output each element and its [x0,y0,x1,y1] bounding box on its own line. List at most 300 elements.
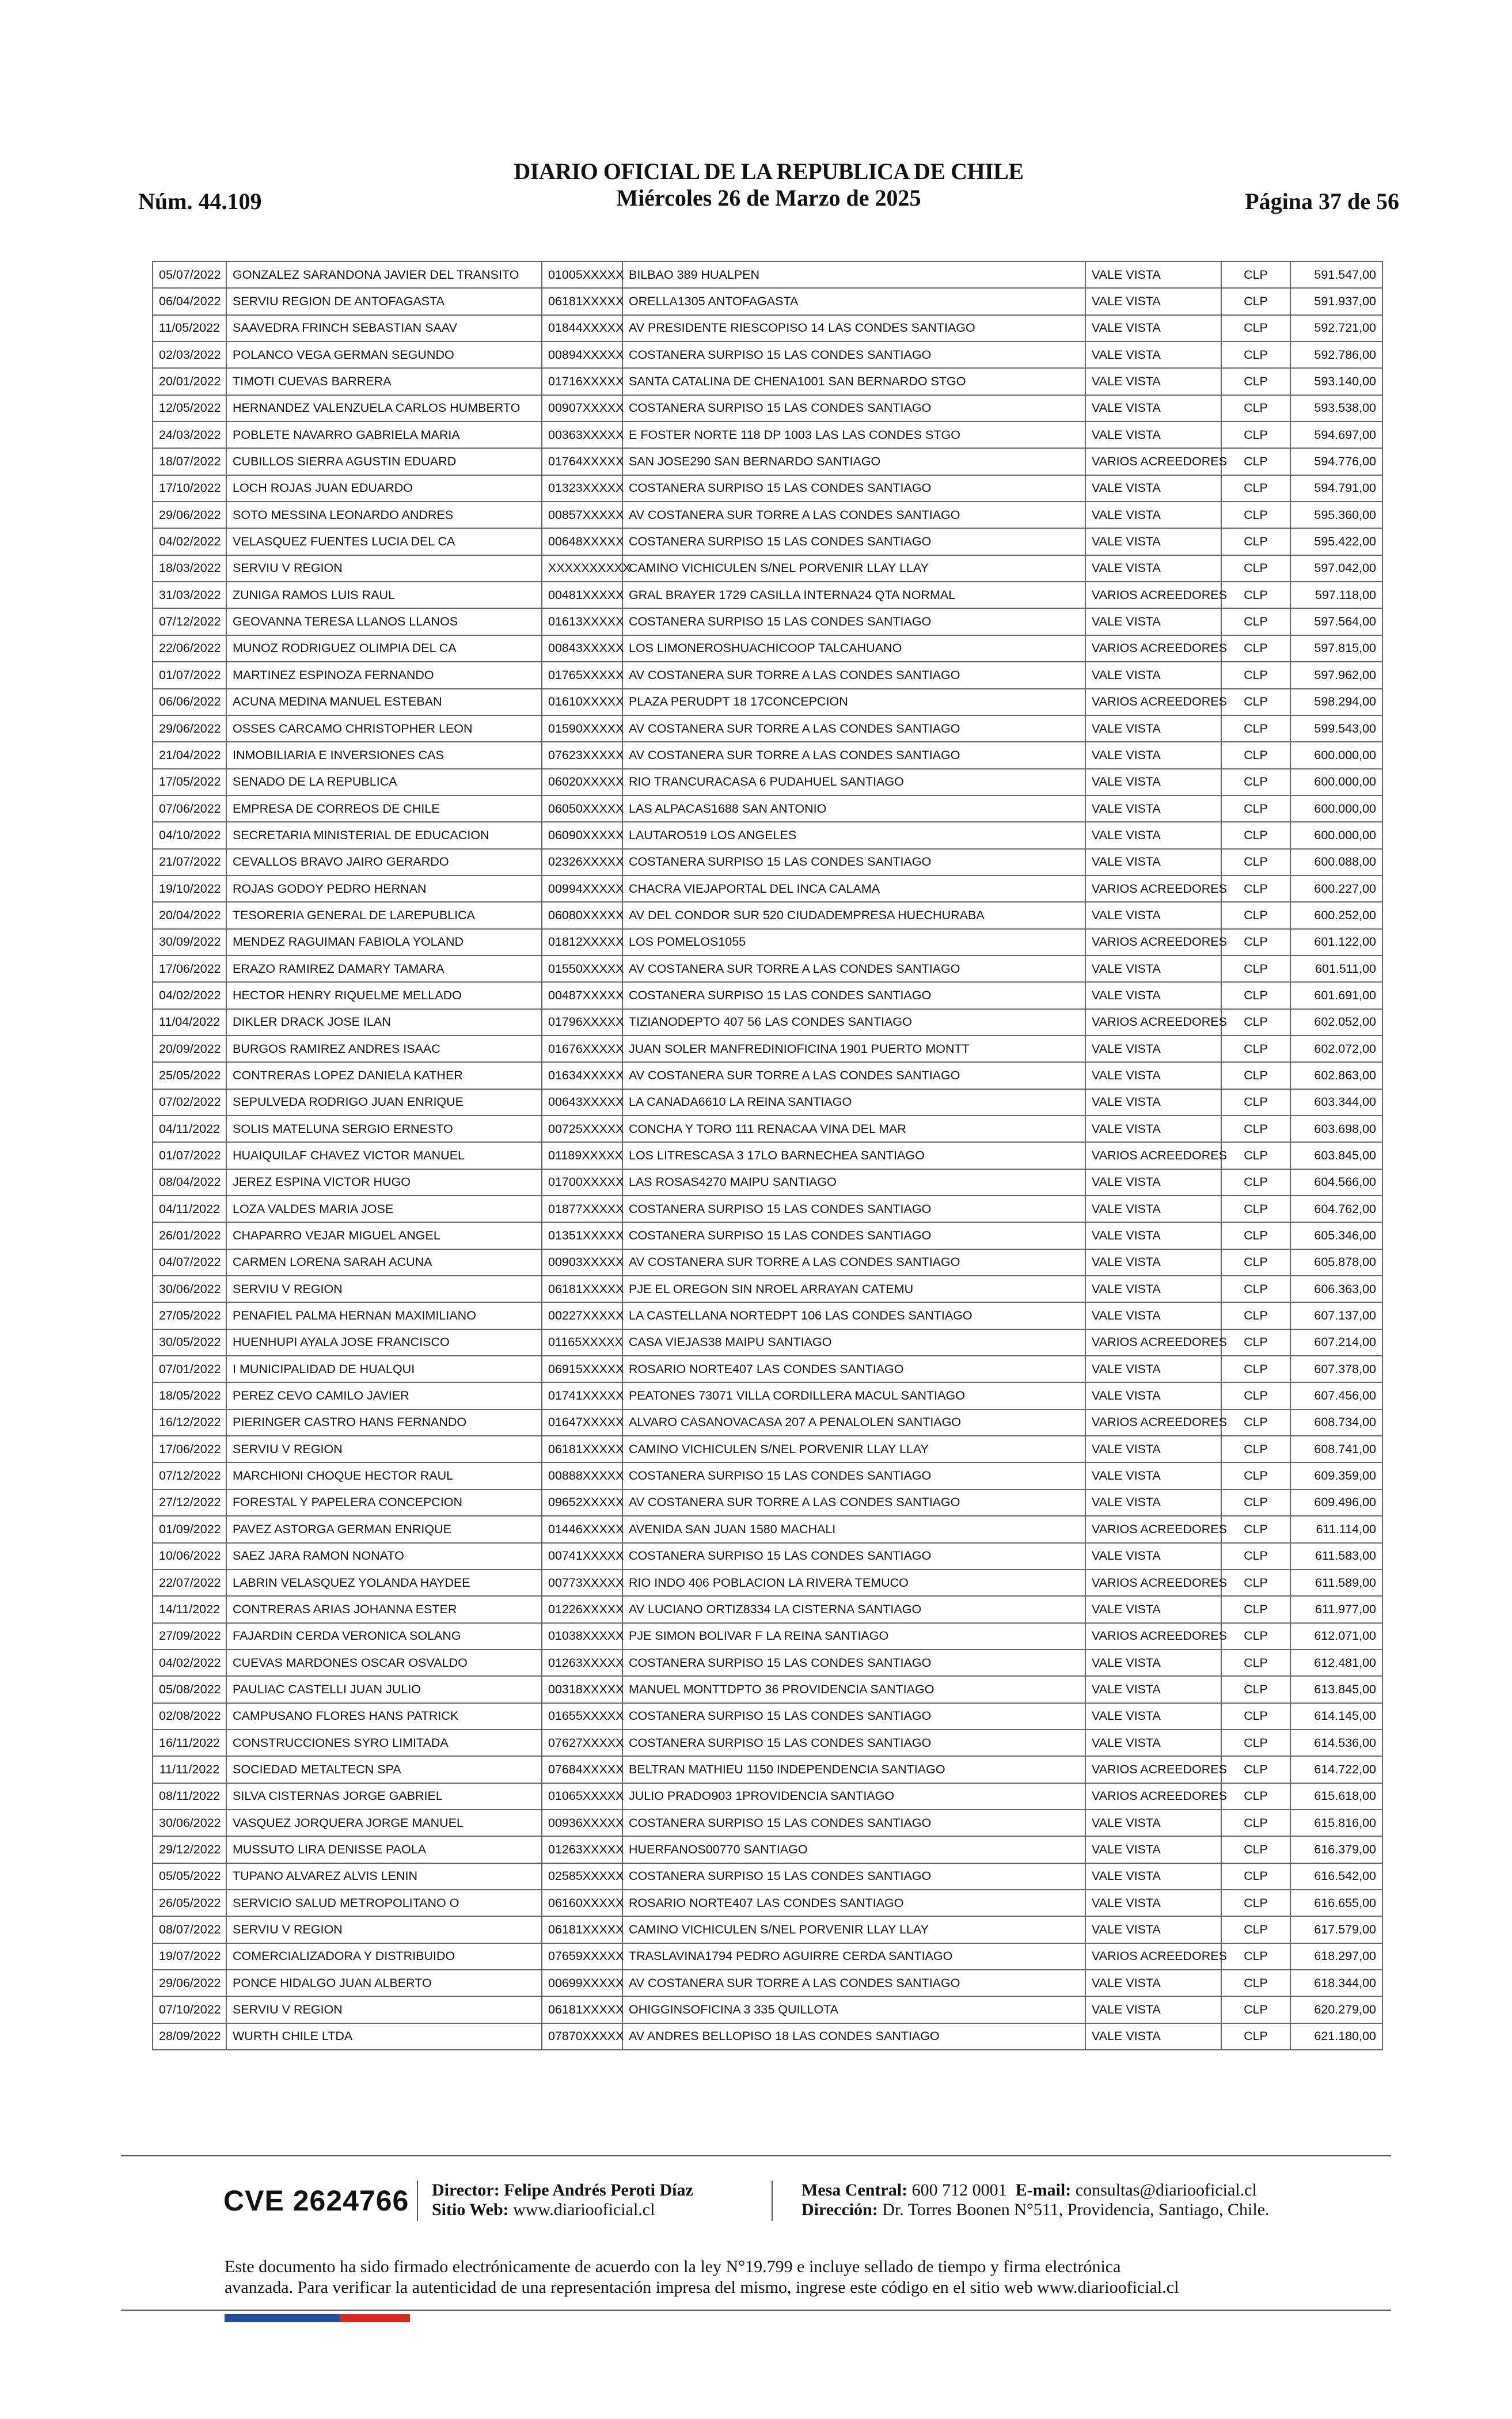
payment-type-cell: VALE VISTA [1085,769,1221,795]
rut-cell: 00888XXXXX [542,1462,622,1489]
table-row [153,1249,1382,1276]
rut-cell: 01038XXXXX [542,1623,622,1650]
currency-cell: CLP [1221,315,1290,342]
address-cell: AV COSTANERA SUR TORRE A LAS CONDES SANTIAGO [622,1249,1085,1276]
beneficiary-name-cell: CARMEN LORENA SARAH ACUNA [226,1249,542,1276]
table-row [153,1996,1382,2023]
payment-date-cell: 16/12/2022 [153,1409,226,1436]
amount-cell: 603.344,00 [1290,1089,1382,1116]
amount-cell: 592.786,00 [1290,342,1382,368]
rut-cell: 01065XXXXX [542,1783,622,1810]
amount-cell: 618.344,00 [1290,1970,1382,1996]
payment-type-cell: VARIOS ACREEDORES [1085,582,1221,608]
payment-date-cell: 08/07/2022 [153,1916,226,1943]
rut-cell: 01877XXXXX [542,1196,622,1222]
payment-type-cell: VALE VISTA [1085,1462,1221,1489]
table-row [153,1703,1382,1730]
payment-date-cell: 28/09/2022 [153,2023,226,2050]
address-cell: PLAZA PERUDPT 18 17CONCEPCION [622,689,1085,715]
rut-cell: 01189XXXXX [542,1142,622,1169]
payment-date-cell: 07/01/2022 [153,1356,226,1382]
address-cell: AV COSTANERA SUR TORRE A LAS CONDES SANTIAGO [622,1970,1085,1996]
payment-date-cell: 25/05/2022 [153,1062,226,1089]
rut-cell: 06050XXXXX [542,795,622,822]
address-cell: PJE SIMON BOLIVAR F LA REINA SANTIAGO [622,1623,1085,1650]
table-row [153,1569,1382,1596]
table-row [153,1596,1382,1622]
beneficiary-name-cell: SERVIU V REGION [226,1996,542,2023]
table-row [153,1462,1382,1489]
rut-cell: 06181XXXXX [542,1916,622,1943]
currency-cell: CLP [1221,1543,1290,1569]
payment-date-cell: 01/07/2022 [153,662,226,688]
address-cell: ROSARIO NORTE407 LAS CONDES SANTIAGO [622,1356,1085,1382]
table-row [153,1970,1382,1996]
amount-cell: 601.691,00 [1290,982,1382,1008]
beneficiary-name-cell: I MUNICIPALIDAD DE HUALQUI [226,1356,542,1382]
rut-cell: 07623XXXXX [542,742,622,768]
amount-cell: 604.762,00 [1290,1196,1382,1222]
address-cell: COSTANERA SURPISO 15 LAS CONDES SANTIAGO [622,1543,1085,1569]
rut-cell: 01610XXXXX [542,689,622,715]
beneficiary-name-cell: TESORERIA GENERAL DE LAREPUBLICA [226,902,542,928]
rut-cell: 00487XXXXX [542,982,622,1008]
table-row [153,1650,1382,1676]
table-row [153,582,1382,608]
currency-cell: CLP [1221,982,1290,1008]
address-cell: COSTANERA SURPISO 15 LAS CONDES SANTIAGO [622,1810,1085,1836]
payment-type-cell: VALE VISTA [1085,1836,1221,1863]
address-cell: TRASLAVINA1794 PEDRO AGUIRRE CERDA SANTIAGO [622,1943,1085,1970]
table-row [153,261,1382,288]
amount-cell: 597.815,00 [1290,635,1382,662]
footer-separator [417,2181,418,2221]
table-row [153,982,1382,1008]
address-cell: JUAN SOLER MANFREDINIOFICINA 1901 PUERTO MONTT [622,1036,1085,1062]
table-row [153,1890,1382,1916]
payment-date-cell: 05/08/2022 [153,1676,226,1703]
table-row [153,662,1382,688]
payment-type-cell: VARIOS ACREEDORES [1085,1623,1221,1650]
rut-cell: 00227XXXXX [542,1302,622,1329]
payment-date-cell: 01/07/2022 [153,1142,226,1169]
currency-cell: CLP [1221,1756,1290,1783]
beneficiary-name-cell: VASQUEZ JORQUERA JORGE MANUEL [226,1810,542,1836]
payment-date-cell: 26/05/2022 [153,1890,226,1916]
currency-cell: CLP [1221,475,1290,502]
amount-cell: 600.000,00 [1290,769,1382,795]
email-link[interactable]: consultas@diariooficial.cl [1075,2181,1257,2200]
amount-cell: 615.816,00 [1290,1810,1382,1836]
table-row [153,1169,1382,1196]
rut-cell: 01590XXXXX [542,715,622,742]
rut-cell: 06181XXXXX [542,1276,622,1302]
address-cell: CONCHA Y TORO 111 RENACAA VINA DEL MAR [622,1116,1085,1142]
rut-cell: 06181XXXXX [542,1996,622,2023]
address-cell: COSTANERA SURPISO 15 LAS CONDES SANTIAGO [622,528,1085,555]
payment-type-cell: VALE VISTA [1085,1382,1221,1409]
flag-blue-stripe [225,2314,340,2322]
table-row [153,395,1382,422]
amount-cell: 593.140,00 [1290,368,1382,395]
currency-cell: CLP [1221,1836,1290,1863]
table-row [153,795,1382,822]
amount-cell: 612.481,00 [1290,1650,1382,1676]
beneficiary-name-cell: LOCH ROJAS JUAN EDUARDO [226,475,542,502]
amount-cell: 607.137,00 [1290,1302,1382,1329]
payment-type-cell: VARIOS ACREEDORES [1085,635,1221,662]
page-number: Página 37 de 56 [1245,188,1399,214]
payment-type-cell: VARIOS ACREEDORES [1085,1009,1221,1036]
rut-cell: 00648XXXXX [542,528,622,555]
table-row [153,1382,1382,1409]
address-cell: AV LUCIANO ORTIZ8334 LA CISTERNA SANTIAGO [622,1596,1085,1622]
payment-type-cell: VALE VISTA [1085,1116,1221,1142]
table-row [153,1062,1382,1089]
payment-type-cell: VARIOS ACREEDORES [1085,929,1221,956]
address-cell: CHACRA VIEJAPORTAL DEL INCA CALAMA [622,875,1085,902]
payment-type-cell: VARIOS ACREEDORES [1085,875,1221,902]
payment-type-cell: VALE VISTA [1085,1650,1221,1676]
rut-cell: 01263XXXXX [542,1650,622,1676]
beneficiary-name-cell: OSSES CARCAMO CHRISTOPHER LEON [226,715,542,742]
rut-cell: 01550XXXXX [542,956,622,982]
rut-cell: 00699XXXXX [542,1970,622,1996]
table-row [153,475,1382,502]
payment-date-cell: 04/02/2022 [153,528,226,555]
table-row [153,1409,1382,1436]
rut-cell: 01796XXXXX [542,1009,622,1036]
payment-type-cell: VALE VISTA [1085,1089,1221,1116]
payment-type-cell: VALE VISTA [1085,982,1221,1008]
rut-cell: 07684XXXXX [542,1756,622,1783]
table-row [153,1756,1382,1783]
email-label: E-mail: [1015,2181,1072,2200]
rut-cell: 00894XXXXX [542,342,622,368]
table-row [153,1623,1382,1650]
payment-type-cell: VALE VISTA [1085,662,1221,688]
currency-cell: CLP [1221,2023,1290,2050]
rut-cell: 01613XXXXX [542,608,622,635]
currency-cell: CLP [1221,1703,1290,1730]
beneficiary-name-cell: FAJARDIN CERDA VERONICA SOLANG [226,1623,542,1650]
address-cell: COSTANERA SURPISO 15 LAS CONDES SANTIAGO [622,342,1085,368]
rut-cell: 01005XXXXX [542,261,622,288]
amount-cell: 603.698,00 [1290,1116,1382,1142]
payment-type-cell: VALE VISTA [1085,422,1221,448]
address-cell: LA CANADA6610 LA REINA SANTIAGO [622,1089,1085,1116]
payment-type-cell: VALE VISTA [1085,1036,1221,1062]
table-row [153,1142,1382,1169]
amount-cell: 600.000,00 [1290,795,1382,822]
payment-date-cell: 31/03/2022 [153,582,226,608]
payment-date-cell: 30/09/2022 [153,929,226,956]
payment-type-cell: VARIOS ACREEDORES [1085,689,1221,715]
payment-date-cell: 01/09/2022 [153,1516,226,1542]
rut-cell: 01634XXXXX [542,1062,622,1089]
currency-cell: CLP [1221,715,1290,742]
rut-cell: 07659XXXXX [542,1943,622,1970]
payment-date-cell: 29/06/2022 [153,502,226,528]
address-cell: CASA VIEJAS38 MAIPU SANTIAGO [622,1329,1085,1356]
rut-cell: 01446XXXXX [542,1516,622,1542]
payment-type-cell: VALE VISTA [1085,528,1221,555]
rut-cell: 00903XXXXX [542,1249,622,1276]
amount-cell: 601.122,00 [1290,929,1382,956]
payment-date-cell: 27/09/2022 [153,1623,226,1650]
table-row [153,342,1382,368]
address-value: Dr. Torres Boonen N°511, Providencia, Santiago, Chile. [882,2200,1270,2219]
payment-type-cell: VALE VISTA [1085,956,1221,982]
rut-cell: 00741XXXXX [542,1543,622,1569]
currency-cell: CLP [1221,822,1290,848]
payment-type-cell: VALE VISTA [1085,1302,1221,1329]
amount-cell: 607.214,00 [1290,1329,1382,1356]
footer-separator [772,2181,773,2221]
payment-type-cell: VALE VISTA [1085,742,1221,768]
beneficiary-name-cell: MARCHIONI CHOQUE HECTOR RAUL [226,1462,542,1489]
address-cell: ALVARO CASANOVACASA 207 A PENALOLEN SANTIAGO [622,1409,1085,1436]
address-cell: CAMINO VICHICULEN S/NEL PORVENIR LLAY LLAY [622,1916,1085,1943]
rut-cell: 01165XXXXX [542,1329,622,1356]
address-cell: CAMINO VICHICULEN S/NEL PORVENIR LLAY LLAY [622,555,1085,582]
payment-date-cell: 17/10/2022 [153,475,226,502]
amount-cell: 616.542,00 [1290,1863,1382,1890]
address-cell: AV COSTANERA SUR TORRE A LAS CONDES SANTIAGO [622,662,1085,688]
currency-cell: CLP [1221,795,1290,822]
address-cell: AV COSTANERA SUR TORRE A LAS CONDES SANTIAGO [622,1062,1085,1089]
table-row [153,849,1382,875]
payment-type-cell: VALE VISTA [1085,1276,1221,1302]
issue-number: Núm. 44.109 [138,188,262,214]
amount-cell: 611.589,00 [1290,1569,1382,1596]
rut-cell: 06080XXXXX [542,902,622,928]
payment-type-cell: VALE VISTA [1085,1596,1221,1622]
currency-cell: CLP [1221,1036,1290,1062]
currency-cell: CLP [1221,1810,1290,1836]
address-cell: COSTANERA SURPISO 15 LAS CONDES SANTIAGO [622,1703,1085,1730]
table-row [153,715,1382,742]
address-cell: LOS LITRESCASA 3 17LO BARNECHEA SANTIAGO [622,1142,1085,1169]
payment-date-cell: 18/07/2022 [153,448,226,475]
address-cell: LAS ROSAS4270 MAIPU SANTIAGO [622,1169,1085,1196]
table-row [153,1222,1382,1249]
table-row [153,956,1382,982]
payment-type-cell: VALE VISTA [1085,1730,1221,1756]
address-cell: COSTANERA SURPISO 15 LAS CONDES SANTIAGO [622,982,1085,1008]
payment-type-cell: VALE VISTA [1085,475,1221,502]
payment-type-cell: VALE VISTA [1085,342,1221,368]
table-row [153,635,1382,662]
beneficiary-name-cell: PEREZ CEVO CAMILO JAVIER [226,1382,542,1409]
payment-type-cell: VALE VISTA [1085,1356,1221,1382]
currency-cell: CLP [1221,1650,1290,1676]
address-cell: AV COSTANERA SUR TORRE A LAS CONDES SANTIAGO [622,715,1085,742]
address-cell: LAUTARO519 LOS ANGELES [622,822,1085,848]
currency-cell: CLP [1221,662,1290,688]
table-row [153,1730,1382,1756]
payment-type-cell: VALE VISTA [1085,1890,1221,1916]
payment-type-cell: VARIOS ACREEDORES [1085,1516,1221,1542]
amount-cell: 597.564,00 [1290,608,1382,635]
currency-cell: CLP [1221,1863,1290,1890]
rut-cell: 01263XXXXX [542,1836,622,1863]
payment-type-cell: VARIOS ACREEDORES [1085,1943,1221,1970]
currency-cell: CLP [1221,555,1290,582]
table-row [153,1116,1382,1142]
amount-cell: 614.722,00 [1290,1756,1382,1783]
payment-date-cell: 30/06/2022 [153,1810,226,1836]
beneficiary-name-cell: CEVALLOS BRAVO JAIRO GERARDO [226,849,542,875]
rut-cell: 01226XXXXX [542,1596,622,1622]
rut-cell: 09652XXXXX [542,1489,622,1516]
amount-cell: 594.697,00 [1290,422,1382,448]
currency-cell: CLP [1221,288,1290,314]
payment-date-cell: 22/07/2022 [153,1569,226,1596]
address-cell: HUERFANOS00770 SANTIAGO [622,1836,1085,1863]
currency-cell: CLP [1221,1356,1290,1382]
address-cell: RIO TRANCURACASA 6 PUDAHUEL SANTIAGO [622,769,1085,795]
payment-date-cell: 04/02/2022 [153,1650,226,1676]
amount-cell: 614.145,00 [1290,1703,1382,1730]
payment-date-cell: 19/10/2022 [153,875,226,902]
beneficiary-name-cell: COMERCIALIZADORA Y DISTRIBUIDO [226,1943,542,1970]
payment-date-cell: 18/03/2022 [153,555,226,582]
currency-cell: CLP [1221,1089,1290,1116]
beneficiary-name-cell: TIMOTI CUEVAS BARRERA [226,368,542,395]
address-cell: AV PRESIDENTE RIESCOPISO 14 LAS CONDES SANTIAGO [622,315,1085,342]
payment-date-cell: 07/02/2022 [153,1089,226,1116]
amount-cell: 611.114,00 [1290,1516,1382,1542]
page-header [138,158,1399,222]
currency-cell: CLP [1221,528,1290,555]
beneficiary-name-cell: POBLETE NAVARRO GABRIELA MARIA [226,422,542,448]
payment-date-cell: 21/07/2022 [153,849,226,875]
payment-date-cell: 08/04/2022 [153,1169,226,1196]
address-cell: PEATONES 73071 VILLA CORDILLERA MACUL SANTIAGO [622,1382,1085,1409]
rut-cell: 01844XXXXX [542,315,622,342]
payment-date-cell: 04/11/2022 [153,1196,226,1222]
currency-cell: CLP [1221,1462,1290,1489]
currency-cell: CLP [1221,1382,1290,1409]
legal-line: Este documento ha sido firmado electrónicamente de acuerdo con la ley N°19.799 e incluye sellado de tiempo y firma electrónica [225,2257,1121,2276]
rut-cell: 01655XXXXX [542,1703,622,1730]
currency-cell: CLP [1221,635,1290,662]
payment-date-cell: 29/06/2022 [153,715,226,742]
payment-type-cell: VALE VISTA [1085,395,1221,422]
currency-cell: CLP [1221,1222,1290,1249]
address-cell: TIZIANODEPTO 407 56 LAS CONDES SANTIAGO [622,1009,1085,1036]
payment-type-cell: VALE VISTA [1085,1249,1221,1276]
beneficiary-name-cell: SAAVEDRA FRINCH SEBASTIAN SAAV [226,315,542,342]
address-cell: BILBAO 389 HUALPEN [622,261,1085,288]
amount-cell: 608.734,00 [1290,1409,1382,1436]
rut-cell: 02585XXXXX [542,1863,622,1890]
amount-cell: 607.456,00 [1290,1382,1382,1409]
records-table [152,261,1383,2050]
payment-date-cell: 07/12/2022 [153,1462,226,1489]
address-cell: COSTANERA SURPISO 15 LAS CONDES SANTIAGO [622,1730,1085,1756]
rut-cell: 06915XXXXX [542,1356,622,1382]
amount-cell: 597.118,00 [1290,582,1382,608]
beneficiary-name-cell: MENDEZ RAGUIMAN FABIOLA YOLAND [226,929,542,956]
table-row [153,1276,1382,1302]
address-cell: SAN JOSE290 SAN BERNARDO SANTIAGO [622,448,1085,475]
rut-cell: 01716XXXXX [542,368,622,395]
address-cell: MANUEL MONTTDPTO 36 PROVIDENCIA SANTIAGO [622,1676,1085,1703]
currency-cell: CLP [1221,261,1290,288]
amount-cell: 600.000,00 [1290,822,1382,848]
amount-cell: 617.579,00 [1290,1916,1382,1943]
currency-cell: CLP [1221,1489,1290,1516]
table-row [153,2023,1382,2050]
payment-date-cell: 04/02/2022 [153,982,226,1008]
address-cell: JULIO PRADO903 1PROVIDENCIA SANTIAGO [622,1783,1085,1810]
amount-cell: 621.180,00 [1290,2023,1382,2050]
beneficiary-name-cell: ZUNIGA RAMOS LUIS RAUL [226,582,542,608]
table-row [153,555,1382,582]
table-row [153,422,1382,448]
beneficiary-name-cell: SENADO DE LA REPUBLICA [226,769,542,795]
currency-cell: CLP [1221,1436,1290,1462]
rut-cell: 01647XXXXX [542,1409,622,1436]
amount-cell: 608.741,00 [1290,1436,1382,1462]
rut-cell: 02326XXXXX [542,849,622,875]
rut-cell: 06181XXXXX [542,1436,622,1462]
footer-contact-block [801,2181,1270,2220]
cve-code: CVE 2624766 [223,2185,409,2217]
rut-cell: 06181XXXXX [542,288,622,314]
currency-cell: CLP [1221,1276,1290,1302]
rut-cell: 00643XXXXX [542,1089,622,1116]
payment-type-cell: VARIOS ACREEDORES [1085,1569,1221,1596]
beneficiary-name-cell: PONCE HIDALGO JUAN ALBERTO [226,1970,542,1996]
currency-cell: CLP [1221,1329,1290,1356]
address-cell: LOS LIMONEROSHUACHICOOP TALCAHUANO [622,635,1085,662]
amount-cell: 609.359,00 [1290,1462,1382,1489]
address-cell: AV COSTANERA SUR TORRE A LAS CONDES SANTIAGO [622,502,1085,528]
payment-type-cell: VALE VISTA [1085,795,1221,822]
beneficiary-name-cell: HECTOR HENRY RIQUELME MELLADO [226,982,542,1008]
payment-date-cell: 16/11/2022 [153,1730,226,1756]
address-cell: E FOSTER NORTE 118 DP 1003 LAS LAS CONDES STGO [622,422,1085,448]
payment-type-cell: VARIOS ACREEDORES [1085,1756,1221,1783]
table-row [153,689,1382,715]
rut-cell: 00318XXXXX [542,1676,622,1703]
amount-cell: 602.863,00 [1290,1062,1382,1089]
beneficiary-name-cell: LOZA VALDES MARIA JOSE [226,1196,542,1222]
address-cell: AV ANDRES BELLOPISO 18 LAS CONDES SANTIAGO [622,2023,1085,2050]
payment-date-cell: 30/06/2022 [153,1276,226,1302]
beneficiary-name-cell: WURTH CHILE LTDA [226,2023,542,2050]
payment-type-cell: VALE VISTA [1085,1916,1221,1943]
currency-cell: CLP [1221,395,1290,422]
currency-cell: CLP [1221,956,1290,982]
payment-type-cell: VALE VISTA [1085,1703,1221,1730]
table-row [153,742,1382,768]
table-row [153,1916,1382,1943]
beneficiary-name-cell: ACUNA MEDINA MANUEL ESTEBAN [226,689,542,715]
currency-cell: CLP [1221,929,1290,956]
table-row [153,1089,1382,1116]
currency-cell: CLP [1221,582,1290,608]
payment-date-cell: 18/05/2022 [153,1382,226,1409]
mesa-label: Mesa Central: [801,2181,908,2200]
payment-date-cell: 20/09/2022 [153,1036,226,1062]
amount-cell: 620.279,00 [1290,1996,1382,2023]
site-link[interactable]: www.diariooficial.cl [513,2200,655,2219]
beneficiary-name-cell: DIKLER DRACK JOSE ILAN [226,1009,542,1036]
